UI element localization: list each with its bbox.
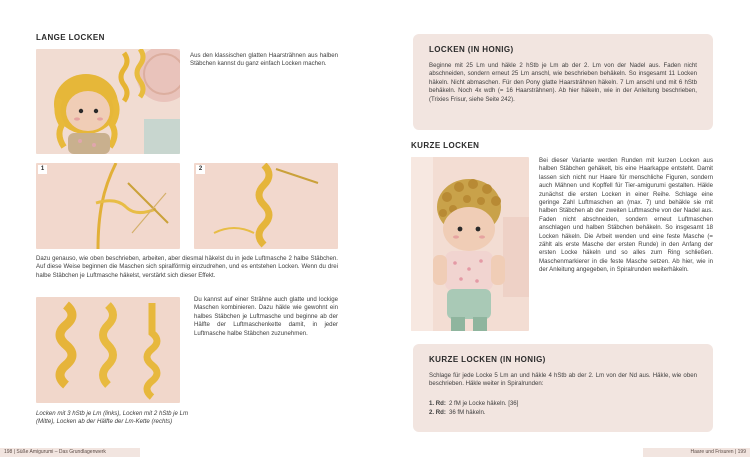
round-1-text: 2 fM je Locke häkeln. [36] (448, 400, 519, 407)
lange-locken-heading: LANGE LOCKEN (36, 33, 105, 42)
footer-right: Haare und Frisuren | 199 (643, 448, 750, 457)
chain-crochet-illustration (36, 163, 180, 249)
step2-photo (194, 163, 338, 249)
kurze-locken-text: Bei dieser Variante werden Runden mit kurzen Locken aus halben Stäbchen gehäkelt, bis eine Haarkappe entsteht. Damit lassen sich nicht nur Haare für menschliche Figuren, sondern auch Mähnen und Kopffell für Tier-amigurumi gestalten. Häkle zunächst die ersten Locken in einer Reihe. Schlage eine geringe Zahl Luftmaschen an (max. 7) und behäkle sie mit halben Stäbchen ab der zweiten Luftmasche von der Nadel aus. Faden nicht abschneiden, sondern erneut Luftmaschen anschlagen und halben Stäbchen behäkeln. So insgesamt 18 Locken häkeln. Die Arbeit wenden und eine feste Masche (= zählt als erste Masche der ersten Runde) in den Anfang der ersten Locke häkeln und so alles zum Ring schließen. Maschenmarkierer in die feste Masche setzen. Ab hier, wie in der Anleitung angegeben, in Spiralrunden weiterhäkeln. (539, 157, 713, 274)
round-2-label: 2. Rd: (429, 409, 446, 416)
doll-short-curls-photo (411, 157, 529, 331)
doll-long-curls-photo (36, 49, 180, 154)
right-page (375, 0, 750, 474)
kurze-locken-honig-heading: KURZE LOCKEN (IN HONIG) (429, 355, 546, 364)
locken-honig-box (413, 34, 713, 130)
rounds-list (429, 399, 518, 417)
curl-crochet-illustration (194, 163, 338, 249)
kurze-locken-honig-text: Schlage für jede Locke 5 Lm an und häkle 4 hStb ab der 2. Lm von der Nd aus. Häkle, wie oben beschrieben. Häkle weiter in Spiralrunden: (429, 372, 697, 388)
round-2-text: 36 fM häkeln. (448, 409, 486, 416)
step2-number: 2 (196, 165, 205, 174)
kurze-locken-honig-box (413, 344, 713, 432)
locken-honig-heading: LOCKEN (IN HONIG) (429, 45, 514, 54)
three-curls-illustration (36, 297, 180, 403)
footer-left: 198 | Süße Amigurumi – Das Grundlagenwerk (0, 448, 140, 457)
doll-short-curls-illustration (411, 157, 529, 331)
paragraph-3: Du kannst auf einer Strähne auch glatte und lockige Maschen kombinieren. Dazu häkle wie gewohnt ein halbes Stäbchen je Luftmasche und beginne ab der Hälfte der Luftmaschenkette damit, in jeder Luftmasche halbe Stäbchen zuzunehmen. (194, 296, 338, 337)
round-1-label: 1. Rd: (429, 400, 446, 407)
three-curls-photo (36, 297, 180, 403)
intro-paragraph: Aus den klassischen glatten Haarsträhnen aus halben Stäbchen kannst du ganz einfach Locken machen. (190, 52, 338, 68)
doll-long-curls-illustration (36, 49, 180, 154)
step1-photo (36, 163, 180, 249)
kurze-locken-heading: KURZE LOCKEN (411, 141, 480, 150)
paragraph-2: Dazu genauso, wie oben beschrieben, arbeiten, aber diesmal häkelst du in jede Luftmasche 2 halbe Stäbchen. Auf diese Weise beginnen die Maschen sich spiralförmig einzudrehen, und es entstehen Locken. Wenn du drei halbe Stäbchen je Luftmasche häkelst, verstärkt sich dieser Effekt. (36, 255, 338, 279)
round-1 (429, 399, 518, 408)
step1-number: 1 (38, 165, 47, 174)
round-2 (429, 408, 518, 417)
locken-honig-text: Beginne mit 25 Lm und häkle 2 hStb je Lm ab der 2. Lm von der Nadel aus. Faden nicht abschneiden, sondern erneut 25 Lm anschl, wie beschrieben behäkeln. So insgesamt 11 Locken häkeln. Nicht abmaschen. Für den Pony glatte Haarsträhnen häkeln. 7 Lm anschl und mit 6 hStb behäkeln. Noch 4x wdh (= 16 Haarsträhnen). Ab hier häkeln, wie in der Anleitung beschrieben, (Trixies Frisur, siehe Seite 242). (429, 62, 697, 103)
photo-caption: Locken mit 3 hStb je Lm (links), Locken mit 2 hStb je Lm (Mitte), Locken ab der Hälfte der Lm-Kette (rechts) (36, 410, 189, 426)
